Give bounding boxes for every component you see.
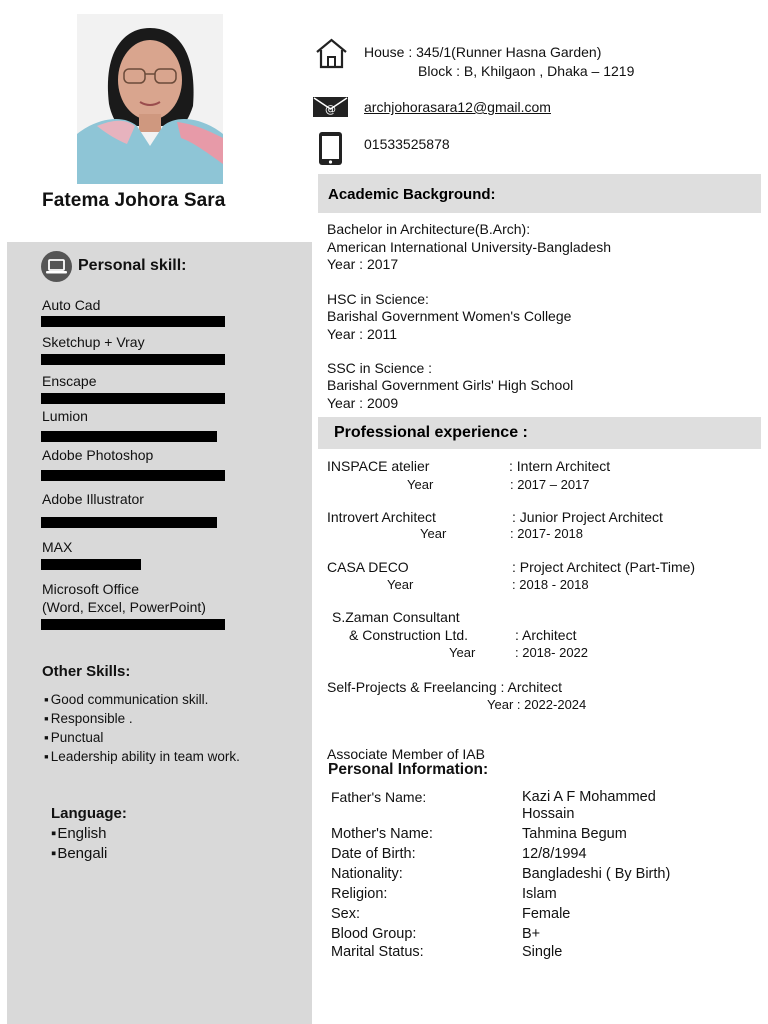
list-item: ▪ Good communication skill.	[44, 690, 240, 709]
info-value: Kazi A F Mohammed	[522, 789, 656, 805]
info-value: Female	[522, 906, 571, 922]
academic-institution: Barishal Government Women's College	[327, 308, 572, 324]
skill-level-bar	[41, 470, 225, 481]
academic-year: Year : 2017	[327, 256, 399, 272]
info-value: Single	[522, 944, 563, 960]
skill-label: Adobe Photoshop	[42, 447, 154, 463]
email-link[interactable]: archjohorasara12@gmail.com	[364, 99, 551, 115]
academic-title: Academic Background:	[328, 186, 496, 203]
experience-year-label: Year	[449, 645, 476, 660]
personal-skill-title: Personal skill:	[78, 257, 187, 274]
experience-section-header	[318, 417, 761, 449]
experience-company: S.Zaman Consultant	[332, 609, 460, 625]
email-icon	[313, 97, 348, 122]
skill-label: Sketchup + Vray	[42, 334, 145, 350]
skill-level-bar	[41, 619, 225, 630]
experience-year-label: Year	[407, 477, 434, 492]
academic-degree: SSC in Science :	[327, 360, 433, 376]
language-title: Language:	[51, 805, 127, 822]
language-list	[51, 824, 107, 864]
info-value: Bangladeshi ( By Birth)	[522, 866, 671, 882]
experience-company: INSPACE atelier	[327, 458, 430, 474]
academic-institution: Barishal Government Girls' High School	[327, 377, 574, 393]
skill-level-bar	[41, 431, 217, 442]
skill-level-bar	[41, 393, 225, 404]
experience-company: CASA DECO	[327, 559, 409, 575]
list-item: ▪ English	[51, 824, 107, 844]
skill-label: Lumion	[42, 408, 88, 424]
info-label: Date of Birth:	[331, 846, 416, 862]
info-label: Religion:	[331, 886, 388, 902]
experience-company: Introvert Architect	[327, 509, 436, 525]
experience-year: : 2017- 2018	[510, 526, 584, 541]
skill-level-bar	[41, 354, 225, 365]
skill-level-bar	[41, 559, 141, 570]
info-label: Nationality:	[331, 866, 403, 882]
profile-photo-illustration	[77, 14, 223, 184]
experience-year-label: Year : 2022-2024	[487, 697, 587, 712]
info-label: Sex:	[331, 906, 361, 922]
address-line-1: House : 345/1(Runner Hasna Garden)	[364, 44, 602, 60]
phone-icon	[318, 131, 343, 171]
address-line-2: Block : B, Khilgaon , Dhaka – 1219	[418, 63, 635, 79]
skill-label-detail: (Word, Excel, PowerPoint)	[42, 599, 206, 615]
list-item: ▪ Punctual	[44, 728, 240, 747]
experience-company-line-2: & Construction Ltd.	[349, 627, 469, 643]
other-skills-list	[44, 690, 240, 766]
experience-year: : 2017 – 2017	[510, 477, 590, 492]
list-item: ▪ Bengali	[51, 844, 107, 864]
experience-role: : Junior Project Architect	[512, 509, 663, 525]
personal-info-title: Personal Information:	[328, 761, 489, 778]
experience-title: Professional experience :	[334, 424, 528, 441]
home-icon	[314, 37, 349, 74]
experience-company: Self-Projects & Freelancing : Architect	[327, 679, 562, 695]
info-label: Mother's Name:	[331, 826, 433, 842]
skill-level-bar	[41, 517, 217, 528]
academic-year: Year : 2009	[327, 395, 399, 411]
experience-year-label: Year	[387, 577, 414, 592]
skill-label: Microsoft Office	[42, 581, 139, 597]
academic-degree: Bachelor in Architecture(B.Arch):	[327, 221, 531, 237]
info-label: Blood Group:	[331, 926, 417, 942]
academic-degree: HSC in Science:	[327, 291, 429, 307]
profile-photo	[77, 14, 223, 184]
info-value: 12/8/1994	[522, 846, 587, 862]
experience-role: : Intern Architect	[509, 458, 611, 474]
academic-institution: American International University-Bangladesh	[327, 239, 612, 255]
candidate-name: Fatema Johora Sara	[42, 190, 226, 211]
phone-number: 01533525878	[364, 136, 450, 152]
experience-role: : Architect	[515, 627, 577, 643]
other-skills-title: Other Skills:	[42, 663, 131, 680]
skill-label: Adobe Illustrator	[42, 491, 144, 507]
experience-year: : 2018 - 2018	[512, 577, 589, 592]
info-label: Marital Status:	[331, 944, 424, 960]
list-item: ▪ Responsible .	[44, 709, 240, 728]
membership-text: Associate Member of IAB	[327, 746, 485, 762]
experience-role: : Project Architect (Part-Time)	[512, 559, 696, 575]
svg-text:@: @	[325, 103, 336, 116]
laptop-icon	[41, 251, 72, 282]
academic-section-header	[318, 174, 761, 213]
academic-year: Year : 2011	[327, 326, 398, 342]
info-label: Father's Name:	[331, 789, 427, 805]
experience-year: : 2018- 2022	[515, 645, 589, 660]
info-value: Islam	[522, 886, 557, 902]
skill-label: Auto Cad	[42, 297, 101, 313]
info-value-line-2: Hossain	[522, 806, 575, 822]
skill-label: Enscape	[42, 373, 97, 389]
info-value: B+	[522, 926, 541, 942]
skill-level-bar	[41, 316, 225, 327]
skill-label: MAX	[42, 539, 73, 555]
list-item: ▪ Leadership ability in team work.	[44, 747, 240, 766]
info-value: Tahmina Begum	[522, 826, 627, 842]
experience-year-label: Year	[420, 526, 447, 541]
